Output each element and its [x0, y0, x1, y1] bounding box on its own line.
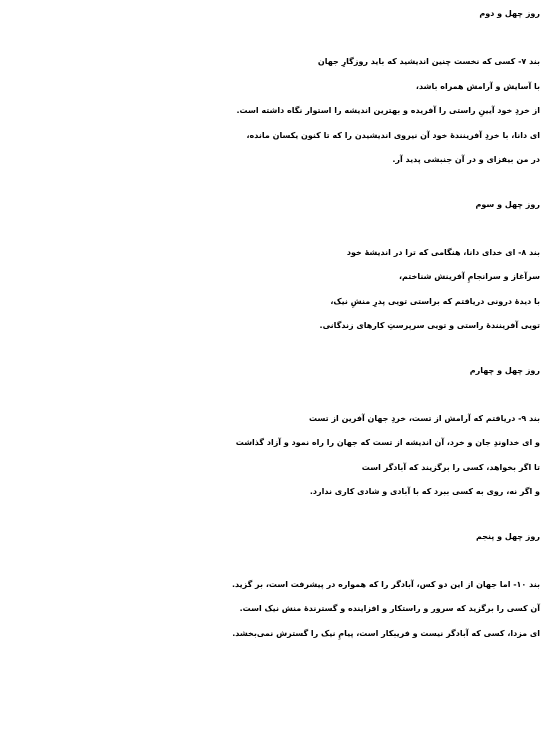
spacer	[10, 339, 540, 361]
verse-line: از خردِ خود آیینِ راستی را آفریده و بهترین اندیشه را استوار نگاه داشته است.	[236, 106, 540, 115]
verse-line: ای مزدا، کسی که آبادگر نیست و فریبکار است، پیامِ نیک را گسترش نمی‌بخشد.	[232, 628, 540, 638]
spacer	[10, 24, 540, 50]
verse-line: تویی آفرینندۀ راستی و تویی سرپرستِ کارهای زندگانی.	[319, 321, 540, 330]
spacer	[10, 215, 540, 241]
verse-10	[10, 573, 540, 647]
verse-line: بند ۱۰- اما جهان از این دو کس، آبادگر را که همواره در پیشرفت است، بر گزید.	[231, 579, 540, 589]
section-heading: روز چهل و سوم	[475, 199, 540, 209]
verse-8	[10, 241, 540, 339]
verse-line: بند ۸- ای خدای دانا، هنگامی که ترا در اندیشۀ خود	[346, 247, 540, 257]
verse-line: آن کسی را برگزید که سرور و راستکار و افزاینده و گسترندۀ منش نیک است.	[239, 604, 540, 613]
verse-line: در من بیفزای و در آن جنبشی پدید آر.	[392, 155, 540, 164]
section-heading: روز چهل و دوم	[479, 9, 540, 18]
section-day-43	[10, 195, 540, 361]
verse-line: ای دانا، با خردِ آفرینندۀ خود آن نیروی اندیشیدن را که تا کنون یکسان مانده،	[246, 130, 540, 140]
spacer	[10, 505, 540, 527]
verse-line: و ای خداوندِ جان و خرد، آن اندیشه از تست که جهان را راه نمود و آزاد گذاشت	[235, 438, 540, 447]
verse-line: با دیدۀ درونی دریافتم که براستی تویی پدرِ منشِ نیک،	[330, 296, 540, 306]
verse-7	[10, 50, 540, 173]
verse-line: بند ۹- دریافتم که آرامش از تست، خردِ جهان آفرین از تست	[309, 413, 540, 423]
section-heading: روز چهل و چهارم	[469, 365, 540, 375]
verse-line: تا اگر بخواهد، کسی را برگزیند که آبادگر است	[361, 462, 540, 472]
spacer	[10, 547, 540, 573]
section-day-44	[10, 361, 540, 527]
verse-9	[10, 407, 540, 505]
section-day-42	[10, 4, 540, 195]
verse-line: سرآغاز و سرانجامِ آفرینش شناختم،	[398, 272, 540, 281]
verse-line: بند ۷- کسی که نخست چنین اندیشید که باید روزگارِ جهان	[317, 57, 540, 66]
verse-line: و اگر نه، روی به کسی ببرد که با آبادی و شادی کاری ندارد.	[309, 487, 540, 496]
spacer	[10, 173, 540, 195]
verse-line: با آسایش و آرامش همراه باشد،	[415, 81, 540, 91]
spacer	[10, 381, 540, 407]
section-day-45	[10, 527, 540, 647]
section-heading: روز چهل و پنجم	[475, 531, 540, 541]
